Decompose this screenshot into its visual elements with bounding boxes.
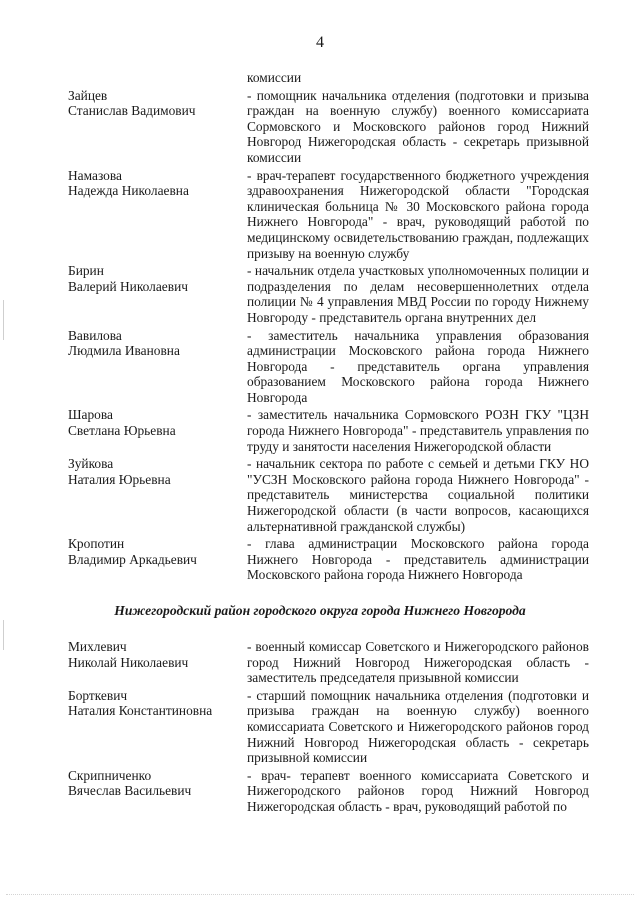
member-entry (0, 263, 640, 325)
member-entry (0, 70, 640, 86)
member-surname: Борткевич (68, 687, 128, 703)
section-heading: Нижегородский район городского округа города Нижнего Новгорода (114, 603, 526, 618)
member-entry (0, 328, 640, 406)
member-entry (0, 88, 640, 166)
member-given-names: Наталия Константиновна (68, 703, 213, 719)
member-surname: Шарова (68, 407, 113, 423)
member-name (68, 263, 248, 294)
member-name (68, 639, 248, 670)
member-surname: Зайцев (68, 87, 108, 103)
member-given-names: Владимир Аркадьевич (68, 551, 197, 567)
member-name (68, 688, 248, 719)
member-surname: Бирин (68, 263, 104, 279)
member-name (68, 768, 248, 799)
member-given-names: Людмила Ивановна (68, 343, 180, 359)
member-given-names: Светлана Юрьевна (68, 423, 176, 439)
member-given-names: Вячеслав Васильевич (68, 783, 192, 799)
member-surname: Михлевич (68, 639, 127, 654)
member-position: - начальник сектора по работе с семьей и детьми ГКУ НО "УСЗН Московского района города Нижнего Новгорода" - представитель министерства социальной политики Нижегородской области (в части вопросов, касающихся альтернативной гражданской службы) (247, 456, 589, 534)
member-entry (0, 407, 640, 454)
member-name (68, 536, 248, 567)
member-entry (0, 688, 640, 766)
member-position: - глава администрации Московского района города Нижнего Новгорода - представитель администрации Московского района города Нижнего Новгорода (247, 536, 589, 583)
scan-edge-mark (3, 620, 4, 650)
entries-after-section (0, 639, 640, 815)
member-position: - врач-терапевт государственного бюджетного учреждения здравоохранения Нижегородской области "Городская клиническая больница № 30 Московского района города Нижнего Новгорода" - врач, руководящий работой по медицинскому освидетельствованию граждан, подлежащих призыву на военную службу (247, 167, 589, 261)
member-name (68, 456, 248, 487)
entries-before-section (0, 70, 640, 583)
member-position: комиссии (247, 70, 302, 85)
member-position: - помощник начальника отделения (подготовки и призыва граждан на военную службу) военного комиссариата Сормовского и Московского районов город Нижний Новгород Нижегородская область - секретарь призывной комиссии (247, 87, 589, 165)
member-name (68, 407, 248, 438)
member-surname: Намазова (68, 167, 122, 183)
member-given-names: Наталия Юрьевна (68, 471, 171, 487)
member-entry (0, 456, 640, 534)
commission-member-list (0, 70, 640, 817)
member-position: - заместитель начальника Сормовского РОЗН ГКУ "ЦЗН города Нижнего Новгорода" - представитель управления по труду и занятости населения Нижегородской области (247, 407, 589, 454)
member-given-names: Станислав Вадимович (68, 103, 196, 119)
member-entry (0, 168, 640, 262)
member-surname: Вавилова (68, 327, 122, 343)
member-given-names: Надежда Николаевна (68, 183, 189, 199)
member-position: - заместитель начальника управления образования администрации Московского района города Нижнего Новгорода - представитель органа управления образованием Московского района города Нижнего Новгорода (247, 327, 589, 405)
scan-edge-mark (3, 300, 4, 340)
member-surname: Кропотин (68, 536, 125, 552)
scan-bottom-edge (6, 893, 634, 895)
member-entry (0, 768, 640, 815)
member-surname: Скрипниченко (68, 767, 152, 783)
member-position: - старший помощник начальника отделения (подготовки и призыва граждан на военную службу) военного комиссариата Советского и Нижегородского районов город Нижний Новгород Нижегородская область - секретарь призывной комиссии (247, 687, 589, 766)
member-given-names: Николай Николаевич (68, 654, 189, 670)
member-entry (0, 536, 640, 583)
member-name (68, 88, 248, 119)
member-given-names: Валерий Николаевич (68, 278, 188, 294)
member-name (68, 328, 248, 359)
member-position: - начальник отдела участковых уполномоченных полиции и подразделения по делам несовершеннолетних отдела полиции № 4 управления МВД России по городу Нижнему Новгороду - представитель органа внутренних дел (247, 263, 589, 325)
page-number: 4 (316, 34, 324, 51)
member-surname: Зуйкова (68, 456, 114, 472)
member-position: - военный комиссар Советского и Нижегородского районов город Нижний Новгород Нижегородская область - заместитель председателя призывной комиссии (247, 639, 589, 686)
member-entry (0, 639, 640, 686)
member-position: - врач- терапевт военного комиссариата Советского и Нижегородского районов город Нижний Новгород Нижегородская область - врач, руководящий работой по (247, 767, 589, 814)
member-name (68, 168, 248, 199)
